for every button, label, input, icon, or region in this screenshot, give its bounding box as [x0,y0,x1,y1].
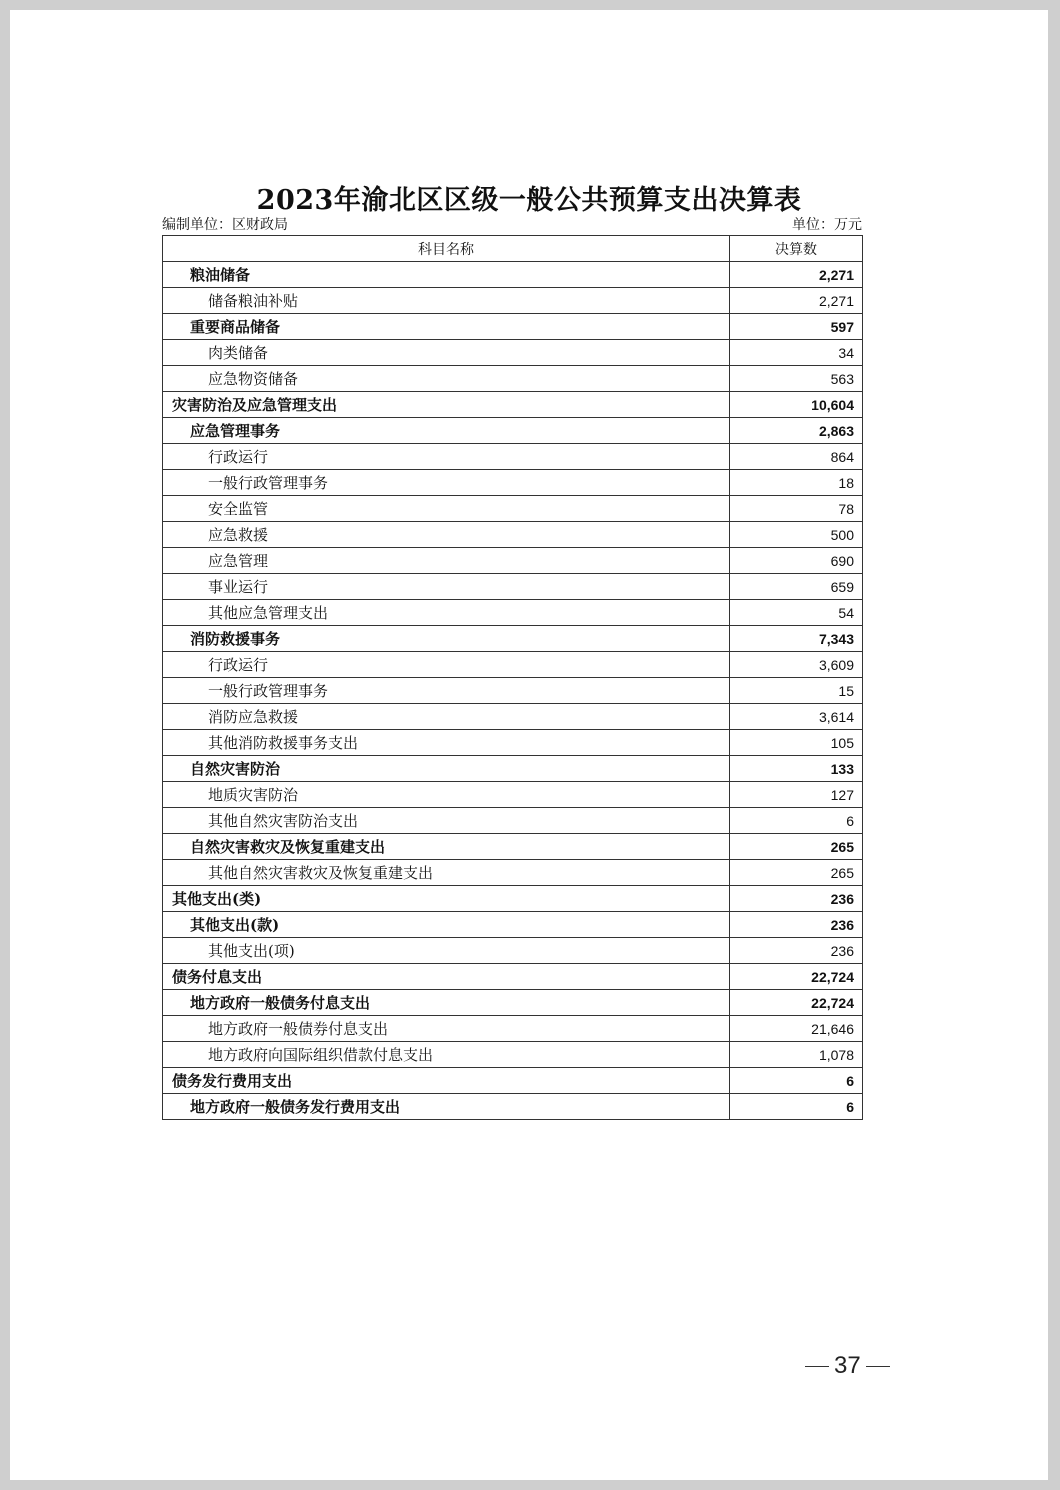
row-amount: 690 [730,548,863,574]
row-name: 自然灾害防治 [163,756,730,782]
table-row [163,626,863,652]
table-row [163,366,863,392]
table-row [163,444,863,470]
row-name: 灾害防治及应急管理支出 [163,392,730,418]
row-amount: 54 [730,600,863,626]
row-amount: 6 [730,1094,863,1120]
row-amount: 15 [730,678,863,704]
table-row [163,288,863,314]
row-name: 其他自然灾害防治支出 [163,808,730,834]
row-name: 其他支出(类) [163,886,730,912]
row-amount: 6 [730,808,863,834]
page-number [800,1352,895,1380]
row-amount: 7,343 [730,626,863,652]
column-header-amount: 决算数 [730,236,863,262]
page-number-value: 37 [834,1352,861,1379]
row-name: 储备粮油补贴 [163,288,730,314]
table-row [163,964,863,990]
table-title: 2023年渝北区区级一般公共预算支出决算表 [256,185,802,216]
row-name: 其他应急管理支出 [163,600,730,626]
table-body [163,262,863,1120]
row-name: 自然灾害救灾及恢复重建支出 [163,834,730,860]
row-amount: 34 [730,340,863,366]
row-amount: 597 [730,314,863,340]
row-name: 其他支出(项) [163,938,730,964]
row-amount: 236 [730,886,863,912]
row-name: 地方政府一般债务发行费用支出 [163,1094,730,1120]
table-row [163,392,863,418]
table-row [163,912,863,938]
table-row [163,1068,863,1094]
row-amount: 265 [730,860,863,886]
table-row [163,652,863,678]
row-name: 其他消防救援事务支出 [163,730,730,756]
row-name: 应急管理 [163,548,730,574]
compiler-label: 编制单位：区财政局 [162,217,288,233]
row-amount: 864 [730,444,863,470]
row-amount: 22,724 [730,964,863,990]
table-row [163,808,863,834]
row-amount: 659 [730,574,863,600]
table-row [163,262,863,288]
table-row [163,470,863,496]
row-amount: 78 [730,496,863,522]
row-amount: 265 [730,834,863,860]
row-name: 粮油储备 [163,262,730,288]
row-name: 债务发行费用支出 [163,1068,730,1094]
row-amount: 127 [730,782,863,808]
row-name: 应急救援 [163,522,730,548]
row-name: 其他自然灾害救灾及恢复重建支出 [163,860,730,886]
row-name: 地质灾害防治 [163,782,730,808]
table-header-row [163,236,863,262]
table-row [163,782,863,808]
row-name: 一般行政管理事务 [163,470,730,496]
table-row [163,548,863,574]
row-name: 其他支出(款) [163,912,730,938]
budget-table [162,235,863,1120]
row-amount: 236 [730,912,863,938]
row-name: 消防救援事务 [163,626,730,652]
row-amount: 105 [730,730,863,756]
table-row [163,600,863,626]
row-name: 事业运行 [163,574,730,600]
row-amount: 500 [730,522,863,548]
row-name: 行政运行 [163,652,730,678]
table-row [163,756,863,782]
table-row [163,574,863,600]
table-row [163,340,863,366]
document-page [10,10,1048,1480]
row-name: 应急管理事务 [163,418,730,444]
row-amount: 133 [730,756,863,782]
unit-label: 单位：万元 [792,217,862,233]
table-row [163,314,863,340]
row-name: 一般行政管理事务 [163,678,730,704]
row-amount: 2,863 [730,418,863,444]
row-amount: 3,609 [730,652,863,678]
table-row [163,938,863,964]
row-name: 应急物资储备 [163,366,730,392]
table-row [163,730,863,756]
row-name: 肉类储备 [163,340,730,366]
row-amount: 22,724 [730,990,863,1016]
table-row [163,418,863,444]
row-name: 行政运行 [163,444,730,470]
table-row [163,704,863,730]
row-amount: 18 [730,470,863,496]
table-meta [162,214,862,234]
row-name: 地方政府一般债务付息支出 [163,990,730,1016]
row-name: 债务付息支出 [163,964,730,990]
row-name: 消防应急救援 [163,704,730,730]
row-name: 地方政府一般债券付息支出 [163,1016,730,1042]
row-amount: 6 [730,1068,863,1094]
row-amount: 1,078 [730,1042,863,1068]
table-row [163,860,863,886]
table-row [163,496,863,522]
row-amount: 21,646 [730,1016,863,1042]
row-amount: 10,604 [730,392,863,418]
table-row [163,1042,863,1068]
table-row [163,834,863,860]
table-row [163,990,863,1016]
table-row [163,886,863,912]
dash-left [805,1366,829,1367]
table-row [163,1094,863,1120]
table-row [163,1016,863,1042]
row-amount: 236 [730,938,863,964]
column-header-name: 科目名称 [163,236,730,262]
row-amount: 3,614 [730,704,863,730]
row-amount: 2,271 [730,262,863,288]
row-name: 安全监管 [163,496,730,522]
row-amount: 563 [730,366,863,392]
row-amount: 2,271 [730,288,863,314]
row-name: 重要商品储备 [163,314,730,340]
dash-right [866,1366,890,1367]
row-name: 地方政府向国际组织借款付息支出 [163,1042,730,1068]
table-row [163,678,863,704]
table-row [163,522,863,548]
